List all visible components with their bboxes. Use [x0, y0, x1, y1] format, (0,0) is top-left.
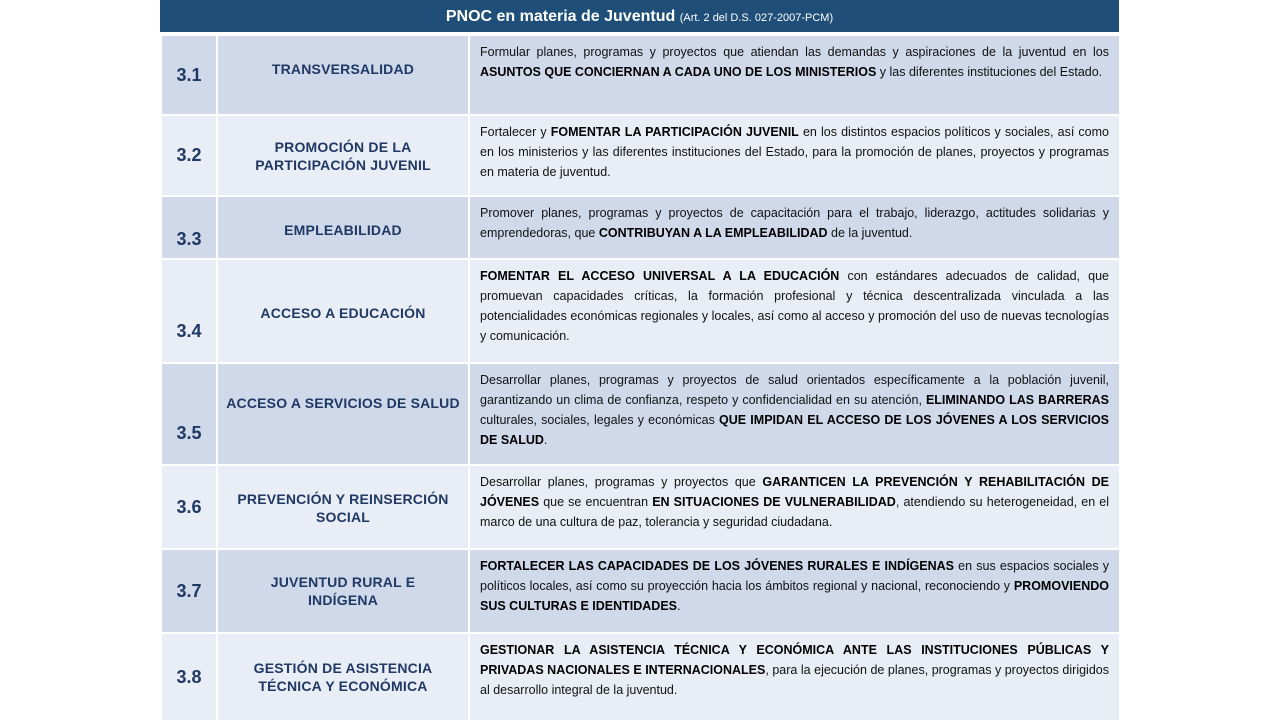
row-name: GESTIÓN DE ASISTENCIA TÉCNICA Y ECONÓMICA: [217, 633, 469, 721]
table-row: [161, 115, 1120, 196]
description-text: de la juventud.: [827, 226, 913, 240]
row-description: [469, 35, 1120, 115]
table-row: [161, 196, 1120, 259]
description-text: que se encuentran: [539, 495, 653, 509]
description-emphasis: FORTALECER LAS CAPACIDADES DE LOS JÓVENES RURALES E INDÍGENAS: [480, 559, 954, 573]
title-main: PNOC en materia de Juventud: [445, 8, 676, 25]
row-description: [469, 363, 1120, 465]
description-text: y las diferentes instituciones del Estado.: [876, 65, 1103, 79]
row-number: 3.5: [161, 363, 217, 465]
row-description: [469, 115, 1120, 196]
row-name: EMPLEABILIDAD: [217, 196, 469, 259]
row-number: 3.4: [161, 259, 217, 363]
row-name: JUVENTUD RURAL E INDÍGENA: [217, 549, 469, 633]
description-emphasis: FOMENTAR EL ACCESO UNIVERSAL A LA EDUCACIÓN: [480, 269, 840, 283]
description-emphasis: GESTIONAR LA ASISTENCIA TÉCNICA Y ECONÓMICA ANTE LAS INSTITUCIONES PÚBLICAS Y PRIVADAS NACIONALES E INTERNACIONALES: [480, 643, 1109, 677]
description-text: , para la ejecución de planes, programas y proyectos dirigidos al desarrollo integral de la juventud.: [480, 663, 1109, 697]
description-text: Fortalecer y: [480, 125, 551, 139]
description-text: en sus espacios sociales y políticos locales, así como su proyección hacia los ámbitos regional y nacional, reconociendo y: [480, 559, 1109, 593]
description-text: Formular planes, programas y proyectos que atiendan las demandas y aspiraciones de la juventud en los: [480, 45, 1109, 59]
description-emphasis: EN SITUACIONES DE VULNERABILIDAD: [652, 495, 896, 509]
table-row: [161, 259, 1120, 363]
row-number: 3.6: [161, 465, 217, 549]
table-row: [161, 363, 1120, 465]
row-name: PREVENCIÓN Y REINSERCIÓN SOCIAL: [217, 465, 469, 549]
table-row: [161, 633, 1120, 721]
row-number: 3.2: [161, 115, 217, 196]
description-emphasis: FOMENTAR LA PARTICIPACIÓN JUVENIL: [550, 125, 799, 139]
row-name: PROMOCIÓN DE LA PARTICIPACIÓN JUVENIL: [217, 115, 469, 196]
description-text: .: [677, 599, 681, 613]
row-description: [469, 549, 1120, 633]
description-emphasis: ASUNTOS QUE CONCIERNAN A CADA UNO DE LOS MINISTERIOS: [480, 65, 877, 79]
row-number: 3.8: [161, 633, 217, 721]
description-text: en los distintos espacios políticos y sociales, así como en los ministerios y las diferentes instituciones del Estado, para la promoción de planes, proyectos y programas en materia de juventud.: [480, 125, 1109, 179]
row-number: 3.7: [161, 549, 217, 633]
policy-table: [160, 34, 1121, 722]
description-emphasis: CONTRIBUYAN A LA EMPLEABILIDAD: [598, 226, 828, 240]
row-description: [469, 196, 1120, 259]
description-emphasis: GARANTICEN LA PREVENCIÓN Y REHABILITACIÓN DE JÓVENES: [480, 475, 1109, 509]
table-title: [160, 0, 1119, 34]
description-text: con estándares adecuados de calidad, que promuevan capacidades críticas, la formación profesional y técnica descentralizada vinculada a las potencialidades económicas regionales y locales, así como al acceso y promoción del uso de nuevas tecnologías y comunicación.: [480, 269, 1109, 343]
row-number: 3.3: [161, 196, 217, 259]
row-name: ACCESO A EDUCACIÓN: [217, 259, 469, 363]
title-sub: (Art. 2 del D.S. 027-2007-PCM): [679, 12, 834, 24]
row-name: ACCESO A SERVICIOS DE SALUD: [217, 363, 469, 465]
description-text: Promover planes, programas y proyectos de capacitación para el trabajo, liderazgo, actitudes solidarias y emprendedoras, que: [480, 206, 1109, 240]
description-text: .: [543, 433, 548, 447]
description-text: , atendiendo su heterogeneidad, en el marco de una cultura de paz, tolerancia y seguridad ciudadana.: [480, 495, 1110, 529]
description-emphasis: QUE IMPIDAN EL ACCESO DE LOS JÓVENES A LOS SERVICIOS DE SALUD: [480, 413, 1110, 447]
description-text: culturales, sociales, legales y económicas: [480, 413, 720, 427]
description-text: Desarrollar planes, programas y proyectos de salud orientados específicamente a la población juvenil, garantizando un clima de confianza, respeto y confidencialidad en su atención,: [480, 373, 1109, 407]
table-row: [161, 549, 1120, 633]
row-description: [469, 465, 1120, 549]
row-number: 3.1: [161, 35, 217, 115]
row-description: [469, 259, 1120, 363]
row-name: TRANSVERSALIDAD: [217, 35, 469, 115]
table-row: [161, 465, 1120, 549]
description-emphasis: PROMOVIENDO SUS CULTURAS E IDENTIDADES: [480, 579, 1109, 613]
description-text: Desarrollar planes, programas y proyectos que: [480, 475, 763, 489]
policy-sheet: [160, 0, 1119, 720]
row-description: [469, 633, 1120, 721]
description-emphasis: ELIMINANDO LAS BARRERAS: [925, 393, 1109, 407]
table-row: [161, 35, 1120, 115]
